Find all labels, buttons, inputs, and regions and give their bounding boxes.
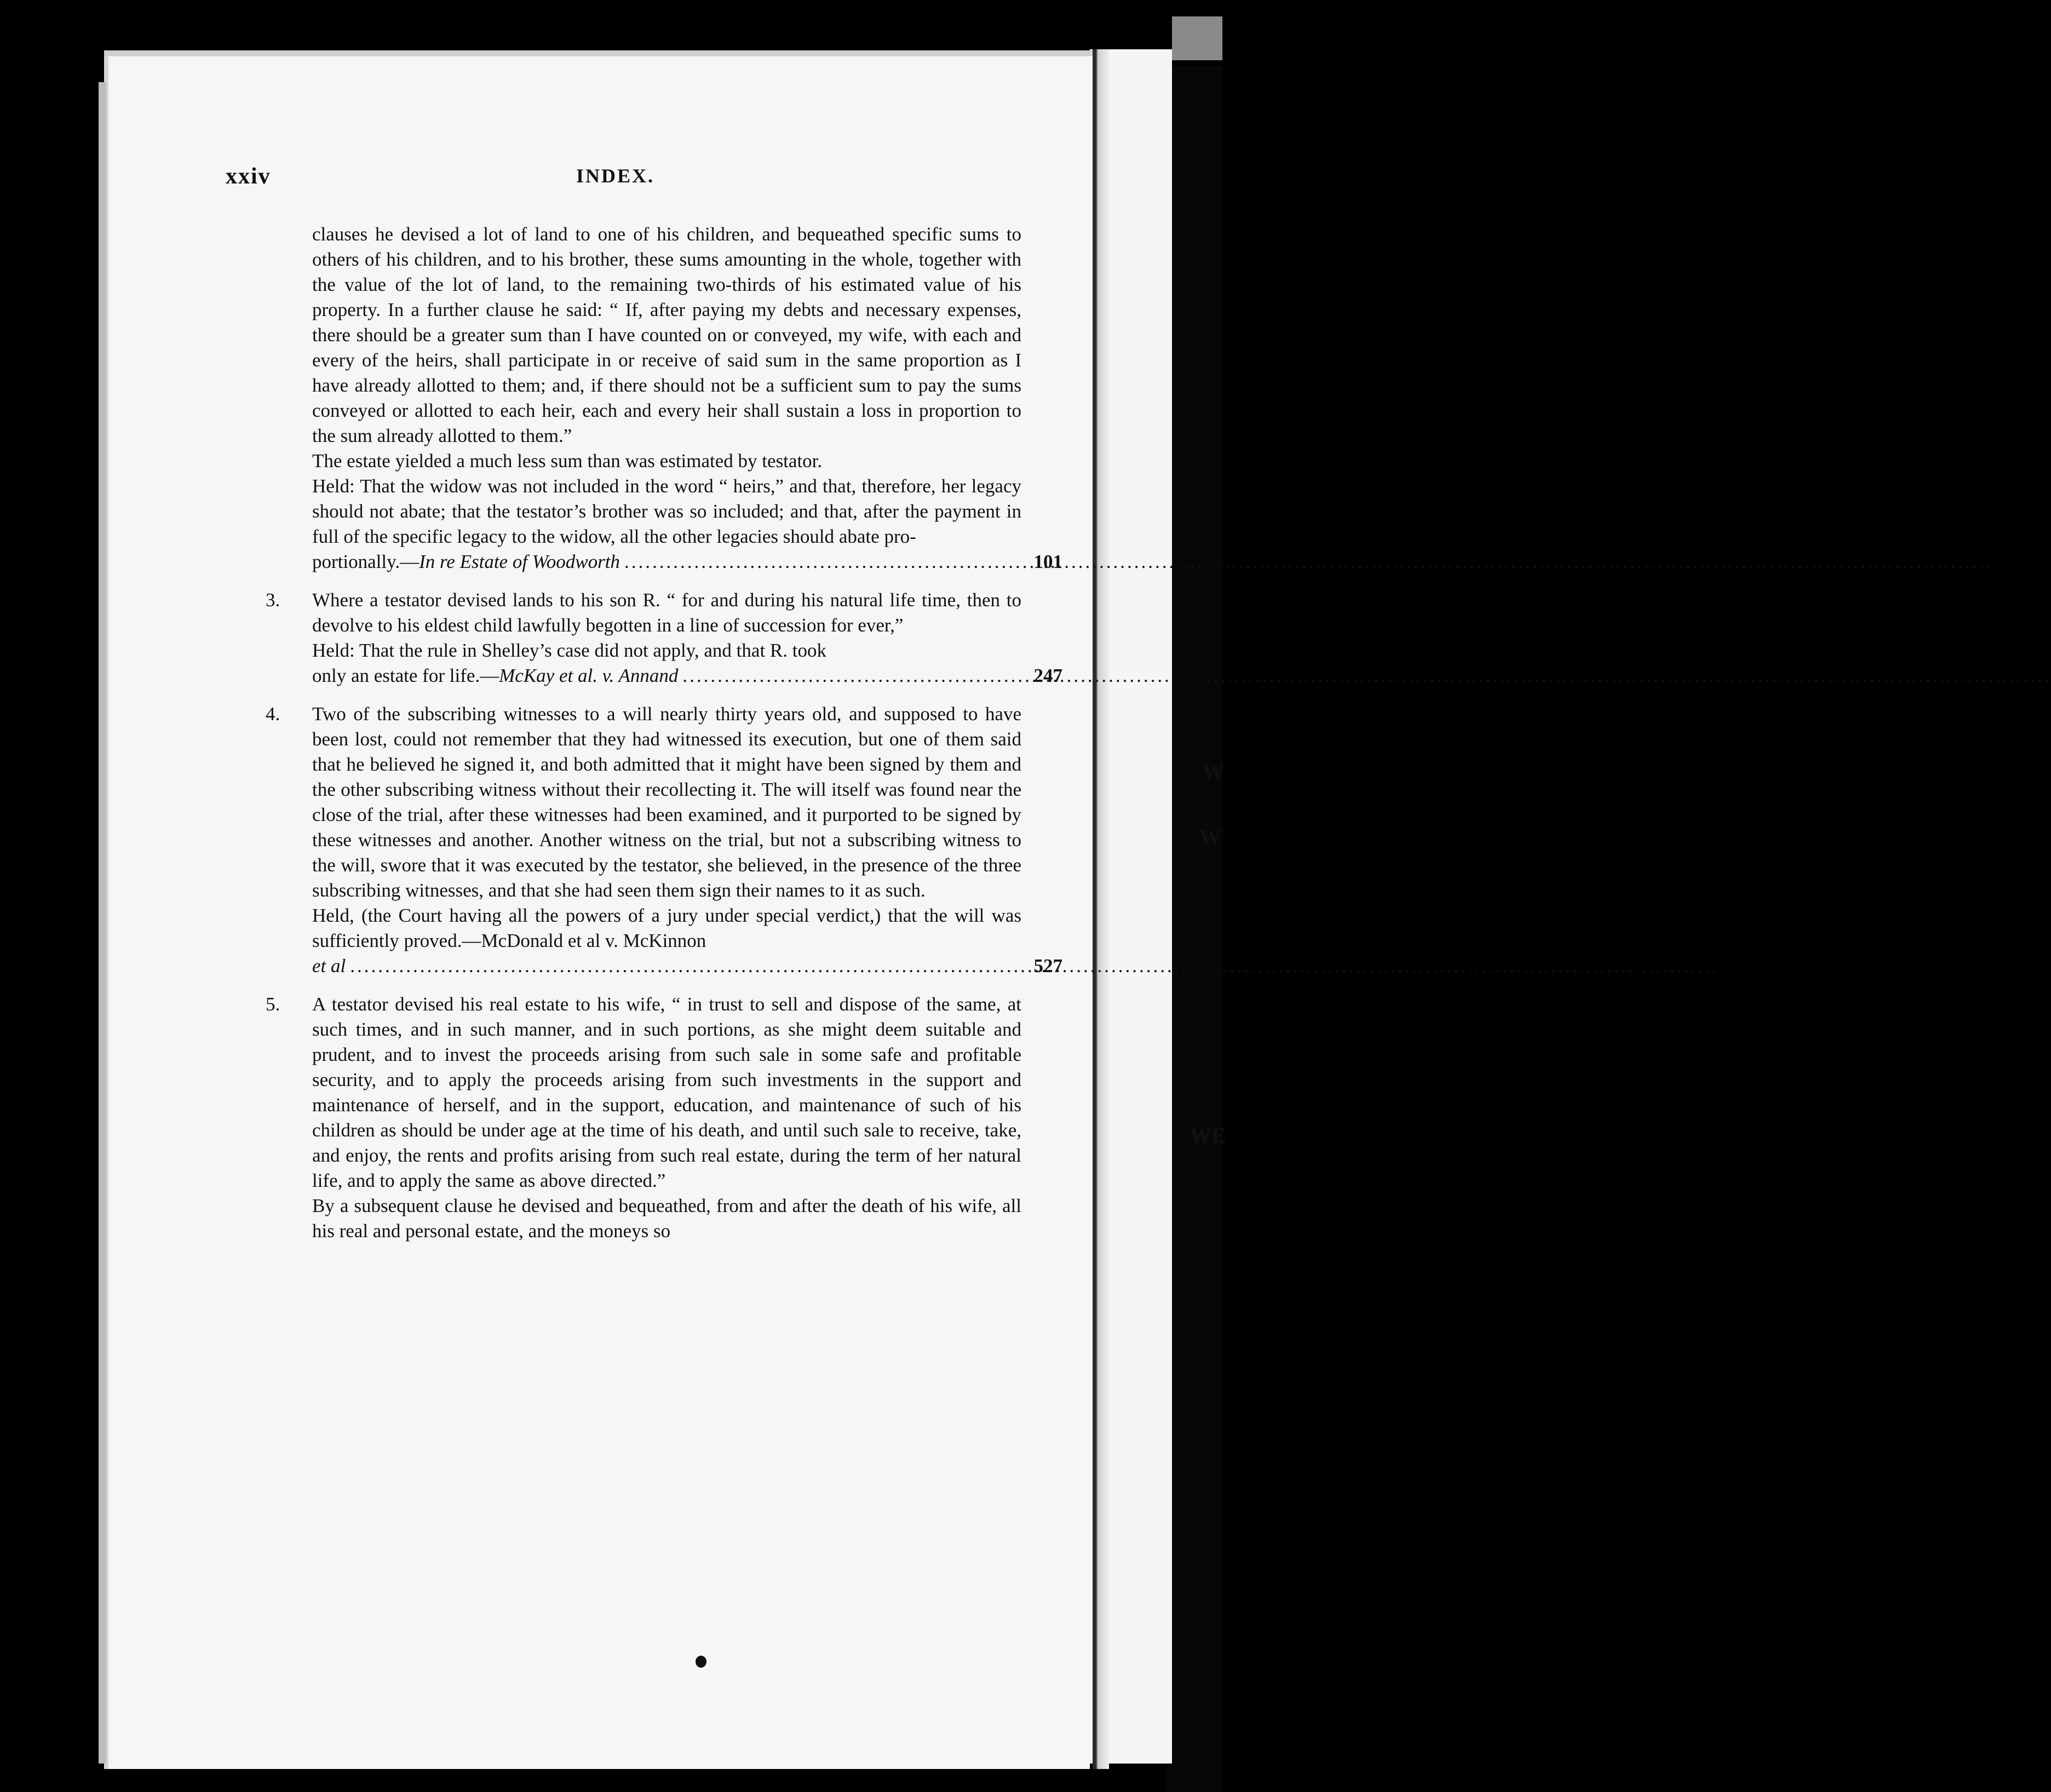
page-reference: 527 — [1033, 955, 1062, 977]
dot-leader — [624, 549, 1993, 575]
entry-paragraph: Held: That the widow was not included in the word “ heirs,” and that, therefore, her legacy should not abate; that the testator’s brother was so included; and that, after the payment in full of the specific legacy to the widow, all the other legacies should abate pro- — [312, 475, 1021, 547]
page-number: xxiv — [226, 164, 271, 189]
dot-leader — [682, 663, 2051, 688]
page-title: INDEX. — [576, 165, 655, 187]
book-gutter — [1093, 49, 1109, 1769]
entry-paragraph: Two of the subscribing witnesses to a will nearly thirty years old, and supposed to have been lost, could not remember that they had witnessed its execution, but one of them said that he believed he signed it, and both admitted that it might have been signed by them and the other subscribing witness without their recollecting it. The will itself was found near the close of the trial, after these witnesses had been examined, and it purported to be signed by these witnesses and another. Another witness on the trial, but not a subscribing witness to the will, swore that it was executed by the testator, she believed, in the presence of the three subscribing witnesses, and that she had seen them sign their names to it as such. — [312, 703, 1021, 901]
reference-prefix: portionally.— — [312, 551, 420, 572]
reference-line — [312, 549, 1062, 575]
scan-background-right — [1167, 66, 1222, 1792]
index-entry — [266, 222, 1062, 575]
scan-corner — [1172, 16, 1222, 60]
entry-number: 3. — [266, 589, 280, 611]
index-entry — [266, 588, 1062, 688]
reference-prefix: only an estate for life.— — [312, 665, 499, 686]
case-citation: et al — [312, 955, 346, 977]
entry-content — [266, 222, 1062, 575]
index-entry — [266, 702, 1062, 979]
entry-paragraph: Where a testator devised lands to his son R. “ for and during his natural life time, then to devolve to his eldest child lawfully begotten in a line of succession for ever,” — [312, 589, 1021, 636]
entry-content — [266, 588, 1062, 688]
reference-line — [312, 663, 1062, 688]
page-edge-top — [104, 50, 1095, 56]
entry-paragraph: A testator devised his real estate to his wife, “ in trust to sell and dispose of the same, at such times, and in such manner, and in such portions, as she might deem suitable and prudent, and to invest the proceeds arising from such sale in some safe and profitable security, and to apply the proceeds arising from such investments in the support and maintenance of herself, and in the support, education, and maintenance of such of his children as should be under age at the time of his death, and until such sale to receive, take, and enjoy, the rents and profits arising from such real estate, during the term of her natural life, and to apply the same as above directed.” — [312, 993, 1021, 1191]
page-reference: 247 — [1033, 665, 1062, 686]
reference-line — [312, 954, 1062, 979]
entry-paragraph: The estate yielded a much less sum than was estimated by testator. — [312, 450, 823, 472]
reference-text — [312, 549, 620, 575]
entry-paragraph: By a subsequent clause he devised and bequeathed, from and after the death of his wife, all his real and personal estate, and the moneys so — [312, 1195, 1021, 1242]
running-head — [226, 163, 1003, 191]
entry-number: 5. — [266, 993, 280, 1015]
entry-paragraph: Held: That the rule in Shelley’s case did not apply, and that R. took — [312, 640, 826, 661]
page-dot — [696, 1656, 706, 1668]
entry-content — [266, 702, 1062, 979]
entry-paragraph: clauses he devised a lot of land to one of his children, and bequeathed specific sums to others of his children, and to his brother, these sums amounting in the whole, together with the value of the lot of land, to the remaining two-thirds of his estimated value of his property. In a further clause he said: “ If, after paying my debts and necessary expenses, there should be a greater sum than I have counted on or conveyed, my wife, with each and every of the heirs, shall participate in or receive of said sum in the same proportion as I have already allotted to them; and, if there should not be a sufficient sum to pay the sums conveyed or allotted to each heir, each and every heir shall sustain a loss in proportion to the sum already allotted to them.” — [312, 223, 1021, 446]
index-body — [266, 222, 1062, 1244]
entry-content — [266, 992, 1021, 1244]
case-citation: McKay et al. v. Annand — [499, 665, 679, 686]
facing-page-letter: W — [1202, 759, 1224, 784]
reference-text — [312, 663, 678, 688]
entry-paragraph: Held, (the Court having all the powers of a jury under special verdict,) that the will was sufficiently proved.—McDonald et al v. McKinnon — [312, 905, 1021, 951]
case-citation: In re Estate of Woodworth — [419, 551, 620, 572]
index-entry — [266, 992, 1021, 1244]
facing-page-letter: W — [1199, 825, 1221, 849]
page-edge-left — [99, 82, 106, 1764]
page-reference: 101 — [1033, 551, 1062, 572]
facing-page-letter: WE — [1190, 1123, 1226, 1148]
entry-number: 4. — [266, 703, 280, 725]
